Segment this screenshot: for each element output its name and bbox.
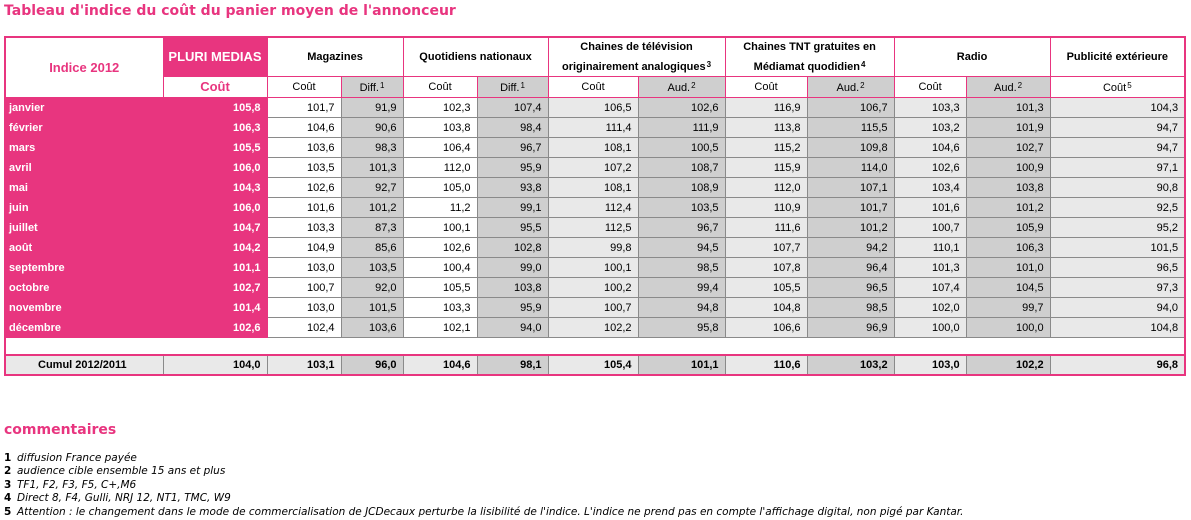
table-cell: 111,9 [638,118,725,138]
table-cell: 92,5 [1050,198,1185,218]
table-cell: 116,9 [725,98,807,118]
cumul-cell: 104,0 [163,355,267,375]
table-cell: 92,0 [341,278,403,298]
table-cell: 108,1 [548,138,638,158]
footnote-number: 5 [4,505,12,518]
table-row [5,238,1185,258]
footnotes [4,452,963,519]
table-cell: 103,2 [894,118,966,138]
table-cell: 94,7 [1050,118,1185,138]
table-cell: 100,9 [966,158,1050,178]
table-cell: 94,5 [638,238,725,258]
table-cell: 113,8 [725,118,807,138]
cumul-row [5,355,1185,375]
table-cell: 101,7 [267,98,341,118]
table-cell: 98,5 [638,258,725,278]
table-cell: 105,5 [163,138,267,158]
table-cell: 91,9 [341,98,403,118]
subheader-cout: Coût [267,77,341,98]
table-cell: 101,6 [894,198,966,218]
table-row [5,98,1185,118]
cumul-cell: 103,1 [267,355,341,375]
table-cell: 94,2 [807,238,894,258]
header-chaines-tnt [725,37,894,77]
footnote-text: TF1, F2, F3, F5, C+,M6 [17,478,137,491]
table-cell: 101,0 [966,258,1050,278]
month-label: avril [5,158,163,178]
table-cell: 95,9 [477,158,548,178]
table-cell: 102,7 [966,138,1050,158]
table-cell: 103,0 [267,298,341,318]
month-label: juillet [5,218,163,238]
table-row [5,258,1185,278]
month-label: janvier [5,98,163,118]
table-cell: 101,2 [966,198,1050,218]
table-row [5,138,1185,158]
table-cell: 107,2 [548,158,638,178]
table-cell: 96,9 [807,318,894,338]
table-cell: 103,8 [966,178,1050,198]
table-cell: 85,6 [341,238,403,258]
table-cell: 102,6 [894,158,966,178]
cumul-cell: 110,6 [725,355,807,375]
table-cell: 105,5 [725,278,807,298]
table-cell: 106,0 [163,158,267,178]
table-cell: 102,3 [403,98,477,118]
table-row [5,198,1185,218]
table-cell: 103,3 [267,218,341,238]
table-cell: 103,5 [267,158,341,178]
footnote-number: 2 [4,465,12,478]
table-cell: 103,6 [341,318,403,338]
table-cell: 105,8 [163,98,267,118]
cumul-cell: 96,0 [341,355,403,375]
table-cell: 100,1 [403,218,477,238]
table-row [5,118,1185,138]
table-cell: 107,8 [725,258,807,278]
footnote-text: Attention : le changement dans le mode de commercialisation de JCDecaux perturbe la lisibilité de l'indice. L'indice ne prend pas en compte l'affichage digital, non pigé par Kantar. [17,505,964,518]
table-cell: 106,3 [966,238,1050,258]
month-label: mars [5,138,163,158]
month-label: septembre [5,258,163,278]
table-cell: 103,3 [403,298,477,318]
table-cell: 94,0 [477,318,548,338]
subheader-cout: Coût [725,77,807,98]
table-cell: 112,0 [403,158,477,178]
table-cell: 102,0 [894,298,966,318]
table-cell: 100,0 [894,318,966,338]
table-cell: 99,1 [477,198,548,218]
subheader-aud: Aud.$^2$ [807,77,894,98]
table-cell: 100,2 [548,278,638,298]
table-cell: 90,8 [1050,178,1185,198]
table-cell: 100,5 [638,138,725,158]
table-cell: 111,6 [725,218,807,238]
table-cell: 104,7 [163,218,267,238]
table-cell: 95,5 [477,218,548,238]
table-cell: 107,4 [894,278,966,298]
table-cell: 105,0 [403,178,477,198]
table-cell: 96,4 [807,258,894,278]
table-cell: 101,2 [341,198,403,218]
table-cell: 110,9 [725,198,807,218]
commentaires-title: commentaires [4,422,117,438]
month-label: octobre [5,278,163,298]
footnote-item [4,479,963,492]
table-cell: 115,2 [725,138,807,158]
footnote-item [4,465,963,478]
table-cell: 104,8 [725,298,807,318]
table-cell: 101,3 [966,98,1050,118]
table-cell: 92,7 [341,178,403,198]
table-cell: 101,3 [894,258,966,278]
table-cell: 96,5 [807,278,894,298]
table-cell: 103,8 [477,278,548,298]
table-cell: 102,4 [267,318,341,338]
month-label: mai [5,178,163,198]
table-cell: 100,7 [548,298,638,318]
table-row [5,318,1185,338]
table-cell: 101,5 [341,298,403,318]
table-cell: 93,8 [477,178,548,198]
table-cell: 95,9 [477,298,548,318]
table-cell: 107,1 [807,178,894,198]
month-label: février [5,118,163,138]
table-cell: 97,1 [1050,158,1185,178]
footnote-item [4,492,963,505]
footnote-number: 1 [4,452,12,464]
table-cell: 103,5 [341,258,403,278]
table-cell: 108,9 [638,178,725,198]
table-cell: 112,5 [548,218,638,238]
table-cell: 102,7 [163,278,267,298]
table-cell: 100,1 [548,258,638,278]
subheader-diff: Diff.$^1$ [477,77,548,98]
table-cell: 104,8 [1050,318,1185,338]
table-cell: 112,4 [548,198,638,218]
cumul-label: Cumul 2012/2011 [5,355,163,375]
table-cell: 102,8 [477,238,548,258]
table-cell: 103,3 [894,98,966,118]
header-radio: Radio [894,37,1050,77]
table-cell: 94,8 [638,298,725,318]
header-chaines-tv-label: Chaines de télévision originairement analogiques [561,41,706,73]
table-cell: 96,5 [1050,258,1185,278]
table-cell: 102,1 [403,318,477,338]
table-cell: 101,3 [341,158,403,178]
table-cell: 101,4 [163,298,267,318]
index-table [4,36,1186,376]
table-row [5,158,1185,178]
cumul-cell: 103,2 [807,355,894,375]
table-cell: 101,7 [807,198,894,218]
table-cell: 106,4 [403,138,477,158]
table-cell: 102,6 [638,98,725,118]
table-cell: 115,9 [725,158,807,178]
table-cell: 108,7 [638,158,725,178]
cumul-cell: 96,8 [1050,355,1185,375]
header-quotidiens: Quotidiens nationaux [403,37,548,77]
table-cell: 102,2 [548,318,638,338]
subheader-aud: Aud.$^2$ [638,77,725,98]
index-table-container [4,36,1184,376]
table-cell: 106,5 [548,98,638,118]
table-cell: 98,5 [807,298,894,318]
footnote-text: Direct 8, F4, Gulli, NRJ 12, NT1, TMC, W9 [17,492,231,505]
table-cell: 99,7 [966,298,1050,318]
table-cell: 101,2 [807,218,894,238]
page-title: Tableau d'indice du coût du panier moyen de l'annonceur [4,3,456,19]
table-cell: 103,4 [894,178,966,198]
header-chaines-tv [548,37,725,77]
table-cell: 108,1 [548,178,638,198]
subheader-aud: Aud.$^2$ [966,77,1050,98]
table-cell: 95,2 [1050,218,1185,238]
subheader-row [5,77,1185,98]
table-cell: 103,5 [638,198,725,218]
table-cell: 103,0 [267,258,341,278]
cumul-cell: 105,4 [548,355,638,375]
table-cell: 104,2 [163,238,267,258]
footnote-item [4,452,963,465]
table-row [5,178,1185,198]
table-cell: 100,0 [966,318,1050,338]
header-publicite: Publicité extérieure [1050,37,1185,77]
table-cell: 98,3 [341,138,403,158]
table-cell: 109,8 [807,138,894,158]
month-label: juin [5,198,163,218]
table-row [5,278,1185,298]
table-cell: 103,8 [403,118,477,138]
table-cell: 101,1 [163,258,267,278]
table-cell: 11,2 [403,198,477,218]
header-magazines: Magazines [267,37,403,77]
table-cell: 112,0 [725,178,807,198]
table-cell: 111,4 [548,118,638,138]
subheader-pluri-cout: Coût [163,77,267,98]
subheader-cout-publicite: Coût$^5$ [1050,77,1185,98]
table-cell: 102,6 [163,318,267,338]
table-cell: 104,6 [267,118,341,138]
month-label: novembre [5,298,163,318]
table-cell: 99,4 [638,278,725,298]
table-cell: 100,7 [894,218,966,238]
footnote-text: diffusion France payée [17,452,137,464]
header-pluri-medias: PLURI MEDIAS [163,37,267,77]
month-label: août [5,238,163,258]
table-row [5,218,1185,238]
footnote-item [4,506,963,519]
subheader-cout: Coût [894,77,966,98]
table-cell: 98,4 [477,118,548,138]
table-cell: 99,8 [548,238,638,258]
footnote-marker: 3 [706,60,712,69]
table-cell: 97,3 [1050,278,1185,298]
table-cell: 90,6 [341,118,403,138]
cumul-cell: 98,1 [477,355,548,375]
table-cell: 106,3 [163,118,267,138]
footnote-number: 4 [4,492,12,505]
table-cell: 102,6 [267,178,341,198]
table-cell: 107,7 [725,238,807,258]
table-cell: 96,7 [638,218,725,238]
table-row [5,298,1185,318]
table-cell: 104,3 [1050,98,1185,118]
header-chaines-tnt-label: Chaines TNT gratuites en Médiamat quodidien [743,41,876,73]
table-cell: 100,7 [267,278,341,298]
footnote-number: 3 [4,478,12,491]
table-cell: 94,7 [1050,138,1185,158]
cumul-cell: 103,0 [894,355,966,375]
subheader-cout: Coût [403,77,477,98]
table-cell: 96,7 [477,138,548,158]
table-cell: 106,0 [163,198,267,218]
cumul-cell: 102,2 [966,355,1050,375]
table-cell: 105,5 [403,278,477,298]
table-cell: 87,3 [341,218,403,238]
table-cell: 110,1 [894,238,966,258]
table-cell: 105,9 [966,218,1050,238]
table-cell: 95,8 [638,318,725,338]
table-cell: 94,0 [1050,298,1185,318]
table-cell: 99,0 [477,258,548,278]
cumul-cell: 104,6 [403,355,477,375]
month-label: décembre [5,318,163,338]
subheader-cout: Coût [548,77,638,98]
table-cell: 114,0 [807,158,894,178]
table-cell: 104,5 [966,278,1050,298]
table-cell: 106,6 [725,318,807,338]
table-cell: 101,6 [267,198,341,218]
table-cell: 101,9 [966,118,1050,138]
footnote-text: audience cible ensemble 15 ans et plus [17,465,226,478]
table-cell: 107,4 [477,98,548,118]
table-cell: 106,7 [807,98,894,118]
table-cell: 100,4 [403,258,477,278]
table-cell: 101,5 [1050,238,1185,258]
table-cell: 104,9 [267,238,341,258]
table-cell: 104,6 [894,138,966,158]
cumul-cell: 101,1 [638,355,725,375]
table-cell: 102,6 [403,238,477,258]
spacer-row [5,338,1185,356]
footnote-marker: 4 [861,60,866,69]
header-indice: Indice 2012 [5,37,163,98]
header-row [5,37,1185,77]
table-cell: 103,6 [267,138,341,158]
subheader-diff: Diff.$^1$ [341,77,403,98]
table-cell: 115,5 [807,118,894,138]
table-cell: 104,3 [163,178,267,198]
